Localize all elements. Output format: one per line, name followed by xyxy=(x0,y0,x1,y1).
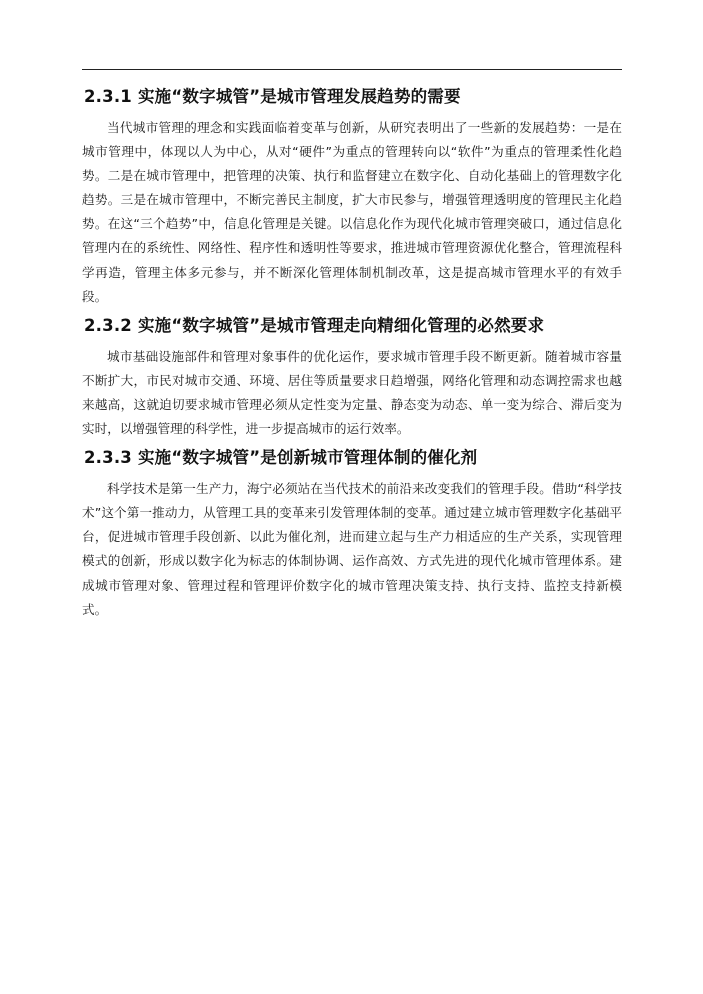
section-paragraph: 科学技术是第一生产力，海宁必须站在当代技术的前沿来改变我们的管理手段。借助“科学技术”这个第一推动力，从管理工具的变革来引发管理体制的变革。通过建立城市管理数字化基础平台，促进城市管理手段创新、以此为催化剂，进而建立起与生产力相适应的生产关系，实现管理模式的创新，形成以数字化为标志的体制协调、运作高效、方式先进的现代化城市管理体系。建成城市管理对象、管理过程和管理评价数字化的城市管理决策支持、执行支持、监控支持新模式。 xyxy=(82,481,622,617)
section-number: 2.3.1 xyxy=(84,87,132,106)
header-rule xyxy=(82,69,622,70)
section-2-3-2 xyxy=(82,313,622,441)
section-heading xyxy=(82,445,622,471)
section-number: 2.3.3 xyxy=(84,448,132,468)
section-title: 实施“数字城管”是创新城市管理体制的催化剂 xyxy=(137,448,478,468)
section-heading xyxy=(82,84,622,110)
section-heading xyxy=(82,313,622,339)
section-paragraph: 当代城市管理的理念和实践面临着变革与创新，从研究表明出了一些新的发展趋势：一是在城市管理中，体现以人为中心，从对“硬件”为重点的管理转向以“软件”为重点的管理柔性化趋势。二是在城市管理中，把管理的决策、执行和监督建立在数字化、自动化基础上的管理数字化趋势。三是在城市管理中，不断完善民主制度，扩大市民参与，增强管理透明度的管理民主化趋势。在这“三个趋势”中，信息化管理是关键。以信息化作为现代化城市管理突破口，通过信息化管理内在的系统性、网络性、程序性和透明性等要求，推进城市管理资源优化整合，管理流程科学再造，管理主体多元参与，并不断深化管理体制机制改革，这是提高城市管理水平的有效手段。 xyxy=(82,120,622,304)
document-body xyxy=(82,84,622,626)
section-2-3-3 xyxy=(82,445,622,622)
section-2-3-1 xyxy=(82,84,622,309)
section-title: 实施“数字城管”是城市管理走向精细化管理的必然要求 xyxy=(137,315,545,335)
section-title: 实施“数字城管”是城市管理发展趋势的需要 xyxy=(137,87,461,106)
section-paragraph: 城市基础设施部件和管理对象事件的优化运作，要求城市管理手段不断更新。随着城市容量不断扩大，市民对城市交通、环境、居住等质量要求日趋增强，网络化管理和动态调控需求也越来越高，这就迫切要求城市管理必须从定性变为定量、静态变为动态、单一变为综合、滞后变为实时，以增强管理的科学性，进一步提高城市的运行效率。 xyxy=(82,348,622,437)
section-number: 2.3.2 xyxy=(84,315,132,335)
